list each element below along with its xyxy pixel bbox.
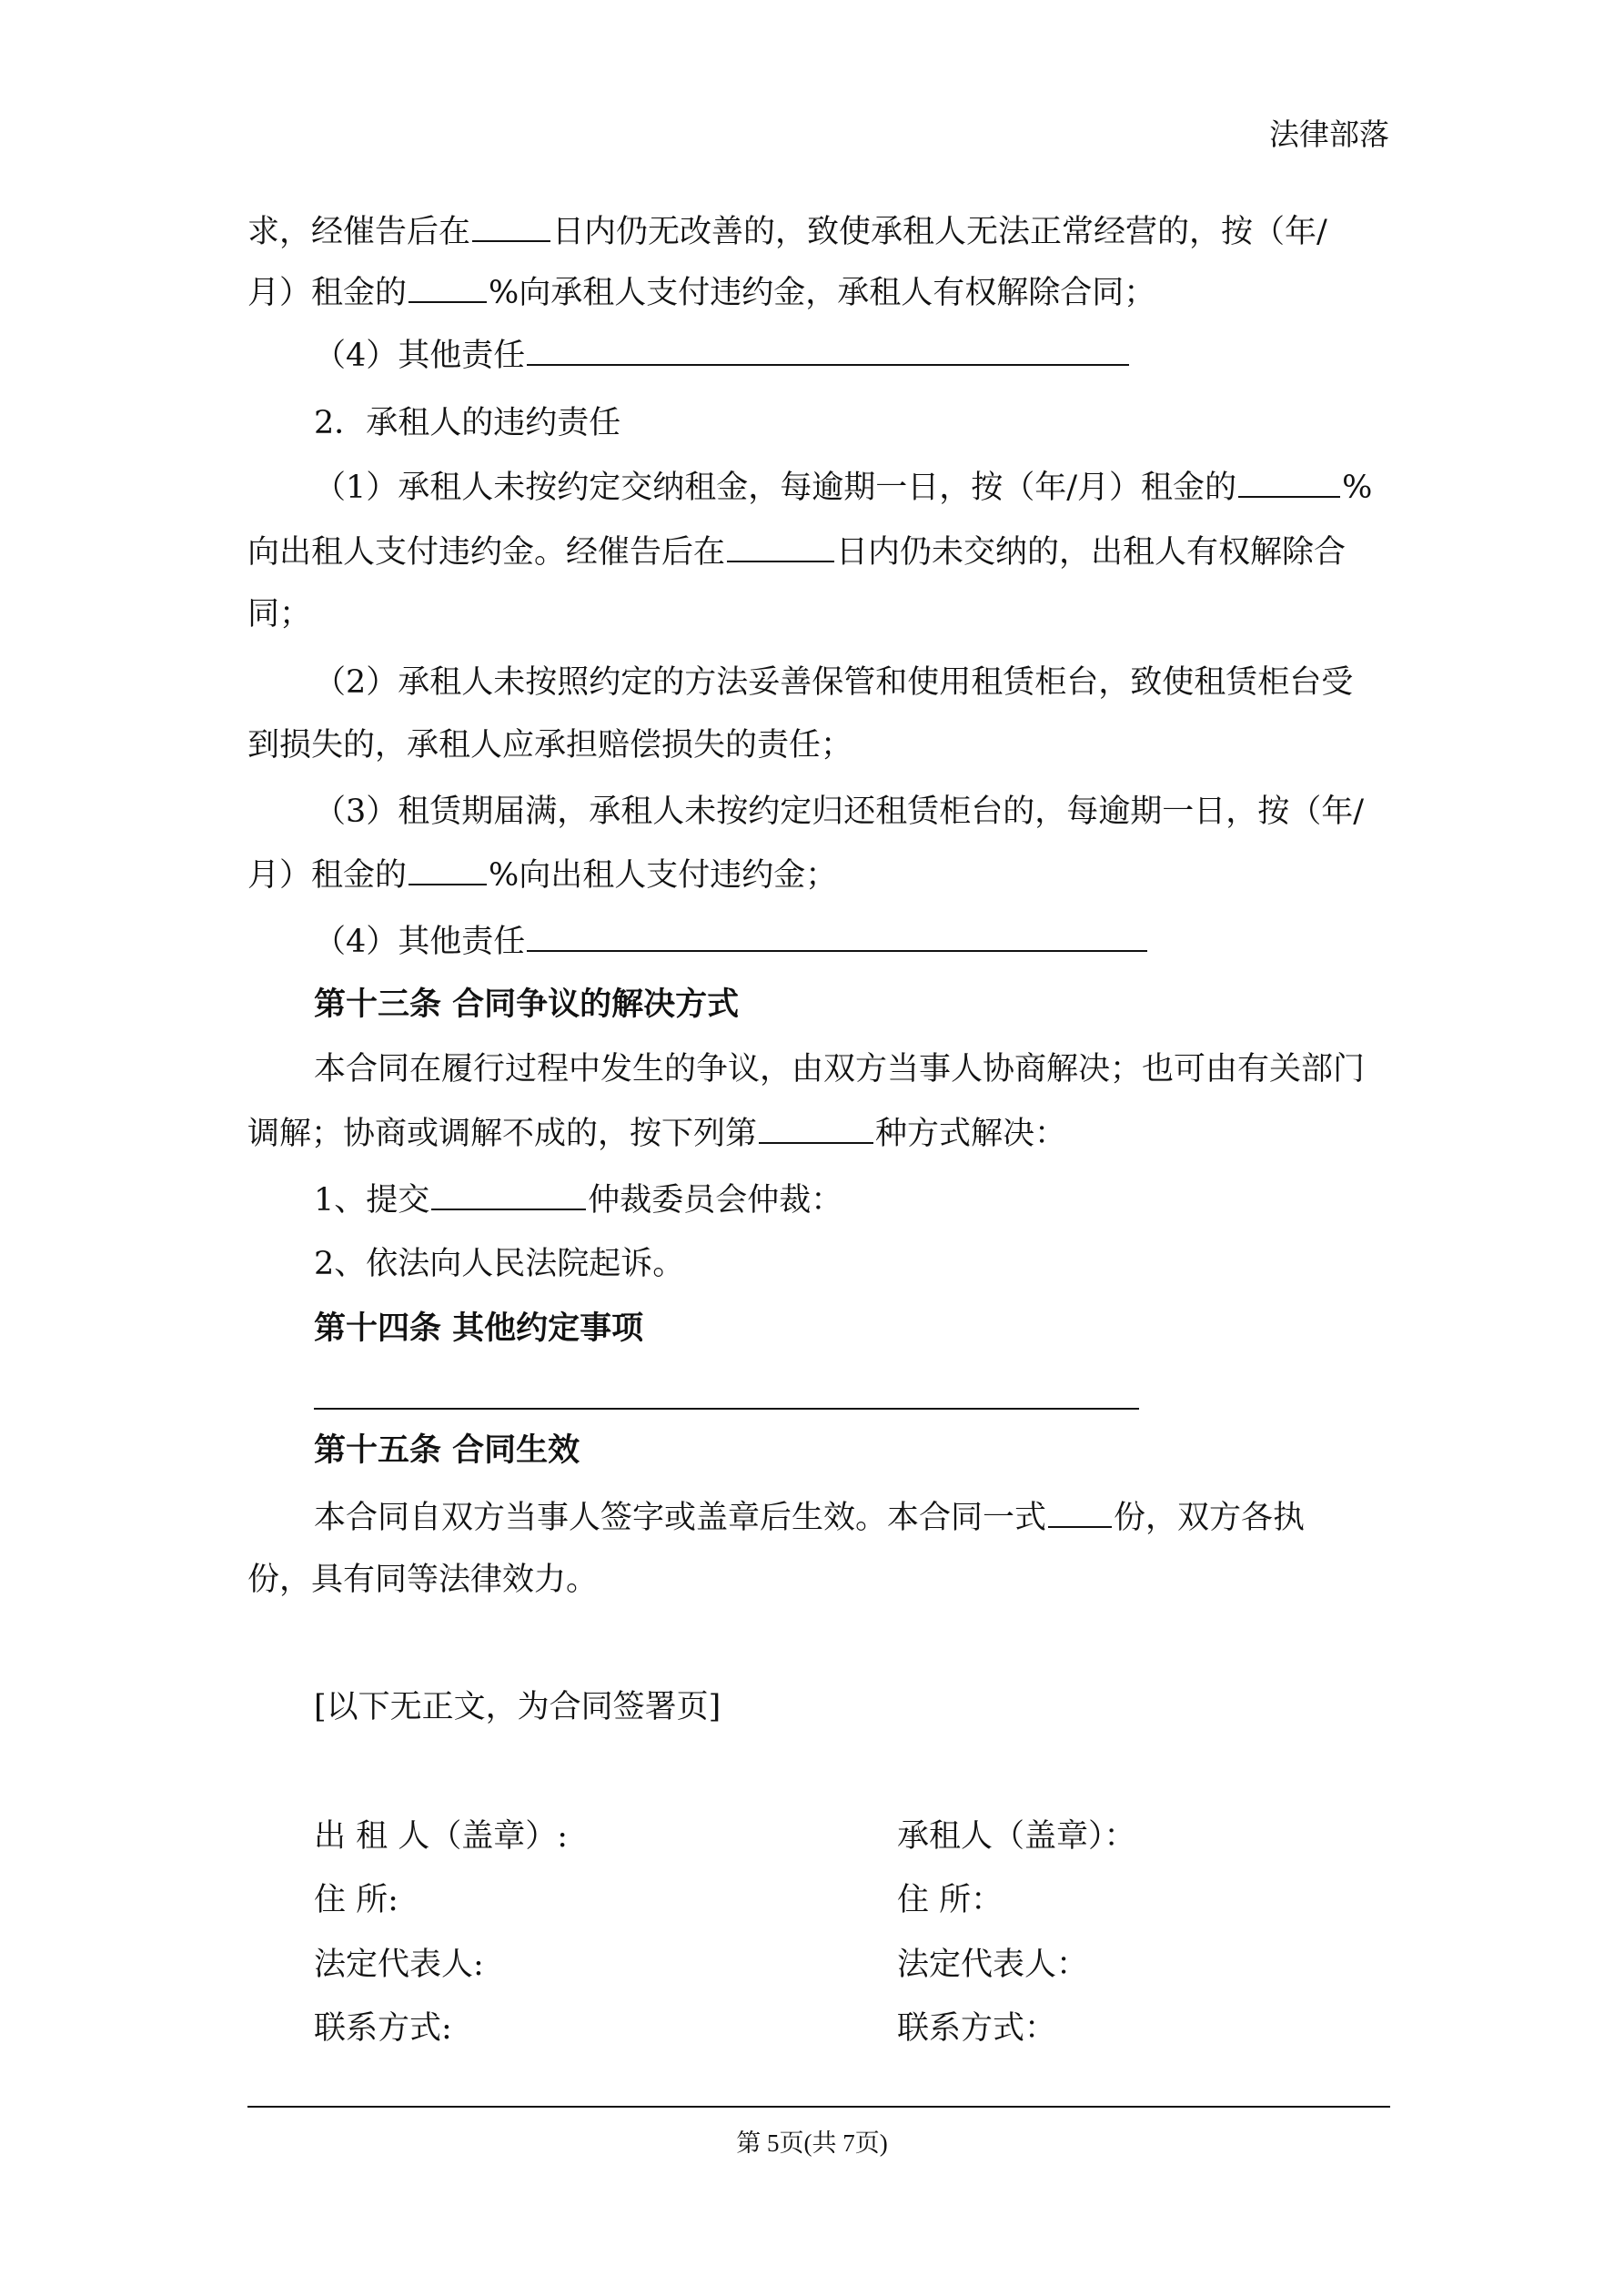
text-segment: 份，双方各执 <box>1114 1500 1306 1536</box>
text-segment: （1）承租人未按约定交纳租金，每逾期一日，按（年/月）租金的 <box>314 470 1237 506</box>
body-line <box>247 530 1346 574</box>
article-14-heading: 第十四条 其他约定事项 <box>314 1310 644 1347</box>
body-line: 到损失的，承租人应承担赔偿损失的责任； <box>247 727 853 764</box>
text-segment: %向出租人支付违约金； <box>489 857 838 894</box>
lessee-rep-label: 法定代表人： <box>897 1947 1089 1983</box>
lessee-address-label: 住 所： <box>897 1882 1004 1918</box>
fill-blank <box>727 530 834 562</box>
article-13-heading: 第十三条 合同争议的解决方式 <box>314 986 740 1023</box>
header-label: 法律部落 <box>1269 116 1389 152</box>
text-segment: 仲裁委员会仲裁： <box>588 1182 843 1219</box>
fill-blank <box>527 333 1129 366</box>
page-number: 第 5页(共 7页) <box>736 2129 888 2157</box>
body-line <box>314 333 1131 378</box>
article-15-heading: 第十五条 合同生效 <box>314 1431 580 1469</box>
fill-blank <box>409 853 487 885</box>
fill-blank <box>759 1111 873 1144</box>
body-line: 2．承租人的违约责任 <box>314 405 621 441</box>
text-segment: 1、提交 <box>314 1182 430 1219</box>
body-line: [以下无正文，为合同签署页] <box>314 1689 721 1725</box>
body-line <box>247 1111 1066 1156</box>
fill-blank <box>527 919 1147 952</box>
body-line: 同； <box>247 596 312 632</box>
body-line: 本合同在履行过程中发生的争议，由双方当事人协商解决；也可由有关部门 <box>314 1051 1366 1087</box>
fill-blank <box>1238 465 1340 498</box>
footer-divider <box>247 2106 1390 2108</box>
fill-blank <box>472 209 550 242</box>
lessor-contact-label: 联系方式: <box>314 2010 452 2047</box>
fill-blank <box>1048 1495 1112 1528</box>
text-segment: % <box>1342 470 1373 506</box>
lessor-address-label: 住 所: <box>314 1882 398 1918</box>
lessee-contact-label: 联系方式： <box>897 2010 1057 2047</box>
other-terms-blank-line <box>314 1408 1139 1410</box>
body-line <box>247 270 1155 315</box>
body-line: 2、依法向人民法院起诉。 <box>314 1246 685 1282</box>
lessor-rep-label: 法定代表人: <box>314 1947 484 1983</box>
text-segment: 向出租人支付违约金。经催告后在 <box>247 534 726 571</box>
body-line <box>314 1178 842 1222</box>
text-segment: %向承租人支付违约金，承租人有权解除合同； <box>489 275 1156 311</box>
body-line: （2）承租人未按照约定的方法妥善保管和使用租赁柜台，致使租赁柜台受 <box>314 664 1354 701</box>
text-segment: 种方式解决： <box>875 1116 1067 1152</box>
body-line: 份，具有同等法律效力。 <box>247 1562 599 1598</box>
lessor-party-label: 出 租 人（盖章）: <box>314 1818 569 1855</box>
text-segment: （4）其他责任 <box>314 924 526 960</box>
fill-blank <box>431 1178 586 1210</box>
body-line: （3）租赁期届满，承租人未按约定归还租赁柜台的，每逾期一日，按（年/ <box>314 794 1365 830</box>
body-line <box>314 465 1372 510</box>
text-segment: 调解；协商或调解不成的，按下列第 <box>247 1116 758 1152</box>
lessee-party-label: 承租人（盖章）： <box>897 1818 1136 1855</box>
text-segment: 本合同自双方当事人签字或盖章后生效。本合同一式 <box>314 1500 1047 1536</box>
text-segment: 求，经催告后在 <box>247 214 471 250</box>
body-line <box>247 209 1327 254</box>
fill-blank <box>409 270 487 303</box>
body-line <box>314 1495 1305 1540</box>
body-line <box>247 853 837 897</box>
text-segment: 月）租金的 <box>247 275 408 311</box>
text-segment: 月）租金的 <box>247 857 408 894</box>
text-segment: 日内仍未交纳的，出租人有权解除合 <box>836 534 1347 571</box>
text-segment: 日内仍无改善的，致使承租人无法正常经营的，按（年/ <box>552 214 1327 250</box>
body-line <box>314 919 1149 964</box>
text-segment: （4）其他责任 <box>314 338 526 374</box>
